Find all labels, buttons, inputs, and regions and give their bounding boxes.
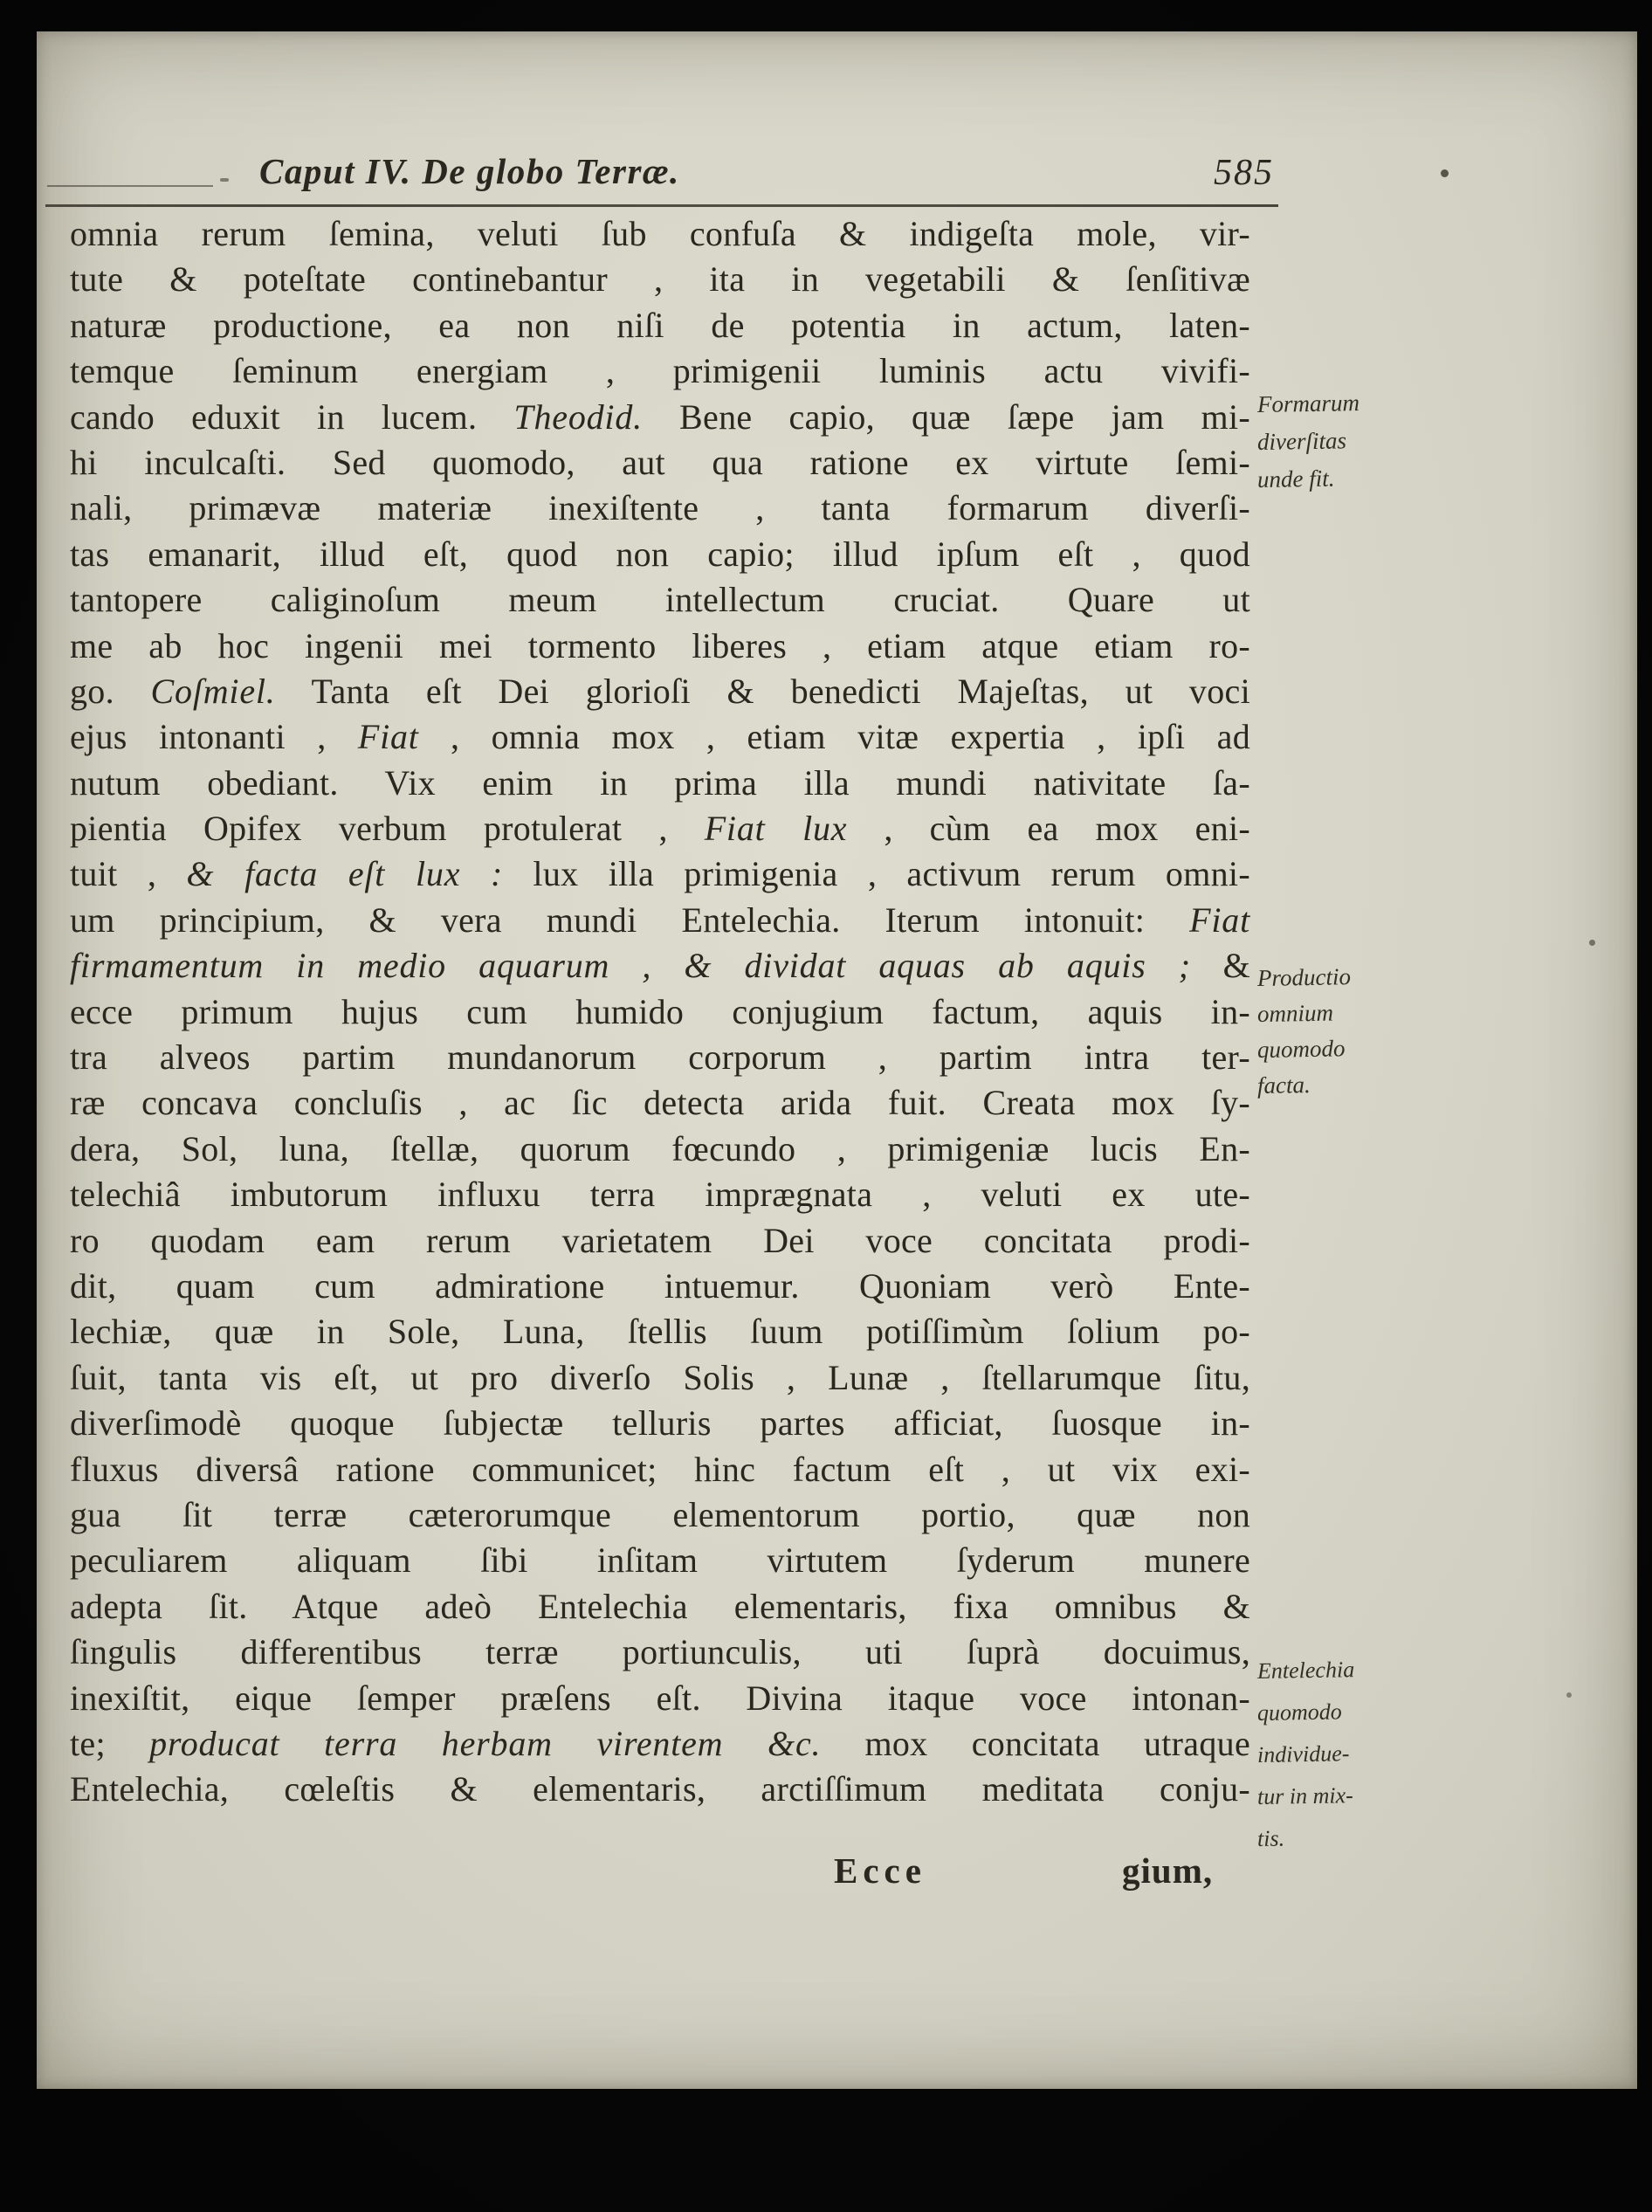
note-line-1: diverſitas <box>1256 427 1347 456</box>
gathering-signature: Ecce <box>834 1850 926 1891</box>
footer-row <box>70 1850 1250 1897</box>
note-line-2: quomodo <box>1256 1035 1346 1064</box>
note-line-0: Entelechia <box>1256 1657 1355 1685</box>
body-line-13: pientia Opifex verbum protulerat , Fiat lux , cùm ea mox eni- <box>70 809 1250 849</box>
catchword: gium, <box>1122 1850 1214 1891</box>
body-text <box>70 211 1250 1813</box>
body-line-14: tuit , & facta eſt lux : lux illa primigenia , activum rerum omni- <box>70 854 1250 894</box>
body-line-25: ſuit, tanta vis eſt, ut pro diverſo Solis , Lunæ , ſtellarumque ſitu, <box>70 1357 1250 1397</box>
body-line-15: um principium, & vera mundi Entelechia. Iterum intonuit: Fiat <box>70 899 1250 940</box>
book-page <box>37 31 1637 2089</box>
body-line-1: tute & poteſtate continebantur , ita in vegetabili & ſenſitivæ <box>70 259 1250 300</box>
paper-speck <box>1589 940 1595 946</box>
margin-note-entelechia-quomodo <box>1257 1649 1463 1858</box>
note-line-3: facta. <box>1256 1071 1311 1099</box>
note-line-2: individue- <box>1256 1740 1350 1768</box>
body-line-8: tantopere caliginoſum meum intellectum cruciat. Quare ut <box>70 580 1250 620</box>
page-number: 585 <box>1214 153 1274 193</box>
chapter-running-title: Caput IV. De globo Terræ. <box>259 151 680 191</box>
body-line-29: peculiarem aliquam ſibi inſitam virtutem ſyderum munere <box>70 1540 1250 1581</box>
body-line-31: ſingulis differentibus terræ portiunculis, uti ſuprà docuimus, <box>70 1632 1250 1672</box>
body-line-24: lechiæ, quæ in Sole, Luna, ſtellis ſuum potiſſimùm ſolium po- <box>70 1312 1250 1352</box>
body-line-30: adepta ſit. Atque adeò Entelechia elementaris, fixa omnibus & <box>70 1586 1250 1626</box>
body-line-7: tas emanarit, illud eſt, quod non capio; illud ipſum eſt , quod <box>70 534 1250 574</box>
paper-speck <box>1441 169 1449 177</box>
header-rule <box>45 204 1278 207</box>
note-line-2: unde fit. <box>1256 465 1335 493</box>
body-line-28: gua ſit terræ cæterorumque elementorum portio, quæ non <box>70 1494 1250 1534</box>
body-line-27: fluxus diversâ ratione communicet; hinc factum eſt , ut vix exi- <box>70 1449 1250 1489</box>
body-line-11: ejus intonanti , Fiat , omnia mox , etiam vitæ expertia , ipſi ad <box>70 717 1250 757</box>
note-line-4: tis. <box>1256 1825 1285 1852</box>
body-line-4: cando eduxit in lucem. Theodid. Bene capio, quæ ſæpe jam mi- <box>70 396 1250 437</box>
body-line-12: nutum obediant. Vix enim in prima illa mundi nativitate ſa- <box>70 762 1250 803</box>
note-line-3: tur in mix- <box>1256 1782 1354 1810</box>
body-line-34: Entelechia, cœleſtis & elementaris, arctiſſimum meditata conju- <box>70 1769 1250 1809</box>
body-line-19: ræ concava concluſis , ac ſic detecta arida fuit. Creata mox ſy- <box>70 1083 1250 1123</box>
body-line-18: tra alveos partim mundanorum corporum , partim intra ter- <box>70 1037 1250 1078</box>
body-line-10: go. Coſmiel. Tanta eſt Dei glorioſi & benedicti Majeſtas, ut voci <box>70 671 1250 711</box>
body-line-23: dit, quam cum admiratione intuemur. Quoniam verò Ente- <box>70 1265 1250 1306</box>
body-line-32: inexiſtit, eique ſemper præſens eſt. Divina itaque voce intonan- <box>70 1678 1250 1718</box>
body-line-33: te; producat terra herbam virentem &c. mox concitata utraque <box>70 1723 1250 1763</box>
body-line-2: naturæ productione, ea non niſi de potentia in actum, laten- <box>70 305 1250 345</box>
note-line-1: omnium <box>1256 999 1334 1028</box>
body-line-9: me ab hoc ingenii mei tormento liberes , etiam atque etiam ro- <box>70 625 1250 665</box>
note-line-1: quomodo <box>1256 1699 1343 1726</box>
margin-note-productio-omnium <box>1257 959 1463 1102</box>
body-line-16: firmamentum in medio aquarum , & dividat aquas ab aquis ; & <box>70 946 1250 986</box>
body-line-6: nali, primævæ materiæ inexiſtente , tanta formarum diverſi- <box>70 488 1250 528</box>
body-line-22: ro quodam eam rerum varietatem Dei voce concitata prodi- <box>70 1220 1250 1260</box>
paper-speck <box>1566 1692 1572 1698</box>
body-line-17: ecce primum hujus cum humido conjugium factum, aquis in- <box>70 991 1250 1031</box>
note-line-0: Productio <box>1256 963 1352 992</box>
body-line-5: hi inculcaſti. Sed quomodo, aut qua ratione ex virtute ſemi- <box>70 442 1250 482</box>
body-line-3: temque ſeminum energiam , primigenii luminis actu vivifi- <box>70 351 1250 391</box>
paper-speck <box>220 178 229 182</box>
header-rule-left <box>47 185 213 187</box>
body-line-26: diverſimodè quoque ſubjectæ telluris partes afficiat, ſuosque in- <box>70 1403 1250 1444</box>
margin-note-formarum-diversitas <box>1257 384 1463 497</box>
body-line-0: omnia rerum ſemina, veluti ſub confuſa & indigeſta mole, vir- <box>70 214 1250 253</box>
note-line-0: Formarum <box>1256 389 1360 418</box>
body-line-20: dera, Sol, luna, ſtellæ, quorum fœcundo , primigeniæ lucis En- <box>70 1128 1250 1168</box>
body-line-21: telechiâ imbutorum influxu terra imprægnata , veluti ex ute- <box>70 1175 1250 1215</box>
